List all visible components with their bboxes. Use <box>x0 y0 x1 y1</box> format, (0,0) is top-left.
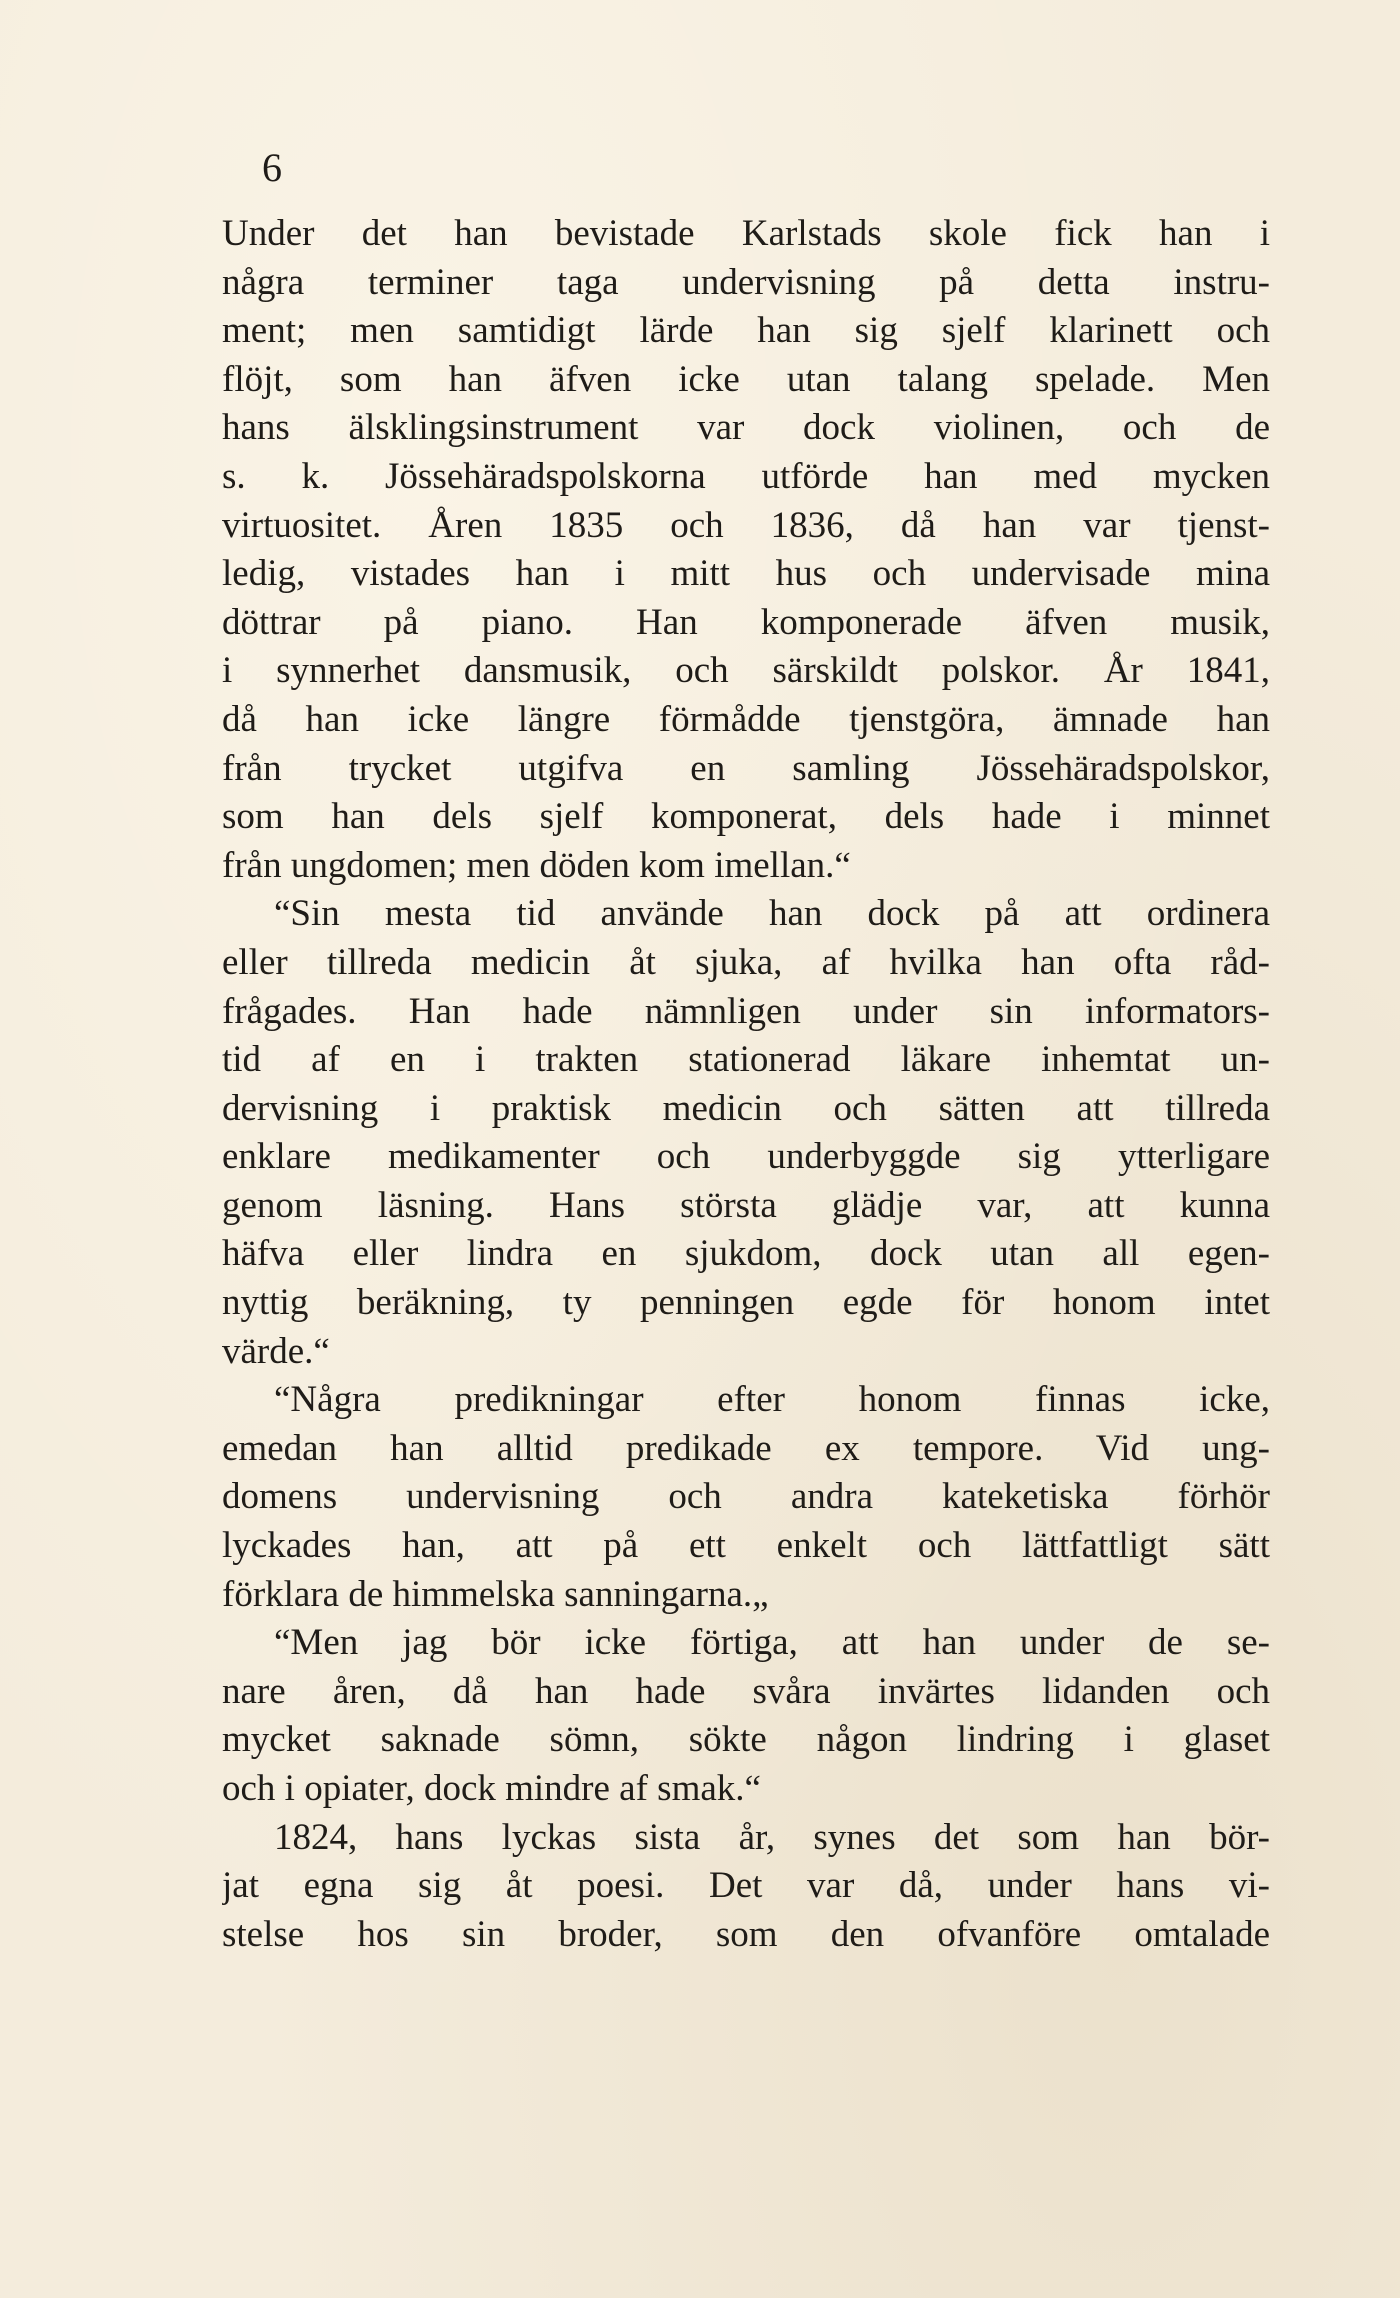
text-line: “Några predikningar efter honom finnas icke, <box>274 1379 1270 1421</box>
text-line: från ungdomen; men döden kom imellan.“ <box>222 844 851 886</box>
text-line: 1824, hans lyckas sista år, synes det som han bör- <box>274 1816 1270 1858</box>
text-line: Under det han bevistade Karlstads skole fick han i <box>222 213 1270 254</box>
text-line: frågades. Han hade nämnligen under sin informators- <box>222 990 1270 1032</box>
text-line: och i opiater, dock mindre af smak.“ <box>222 1768 761 1809</box>
text-line: dervisning i praktisk medicin och sätten att tillreda <box>222 1087 1270 1129</box>
page-number: 6 <box>262 145 282 190</box>
text-line: enklare medikamenter och underbyggde sig ytterligare <box>222 1136 1270 1178</box>
text-line: då han icke längre förmådde tjenstgöra, ämnade han <box>222 698 1270 740</box>
text-line: virtuositet. Åren 1835 och 1836, då han var tjenst- <box>222 504 1270 546</box>
text-line: häfva eller lindra en sjukdom, dock utan all egen- <box>222 1233 1270 1275</box>
text-line: förklara de himmelska sanningarna.„ <box>222 1573 769 1615</box>
text-line: hans älsklingsinstrument var dock violinen, och de <box>222 407 1270 449</box>
text-line: flöjt, som han äfven icke utan talang spelade. Men <box>222 358 1270 400</box>
text-line: s. k. Jössehäradspolskorna utförde han med mycken <box>222 455 1270 497</box>
text-line: ledig, vistades han i mitt hus och undervisade mina <box>222 553 1270 595</box>
text-line: stelse hos sin broder, som den ofvanföre omtalade <box>222 1913 1270 1955</box>
text-line: nare åren, då han hade svåra invärtes lidanden och <box>222 1670 1270 1712</box>
text-line: emedan han alltid predikade ex tempore. Vid ung- <box>222 1427 1270 1469</box>
body-text <box>222 210 1270 1959</box>
text-line: några terminer taga undervisning på detta instru- <box>222 261 1270 303</box>
text-line: genom läsning. Hans största glädje var, att kunna <box>222 1184 1270 1226</box>
text-line: tid af en i trakten stationerad läkare inhemtat un- <box>222 1039 1270 1081</box>
text-line: nyttig beräkning, ty penningen egde för honom intet <box>222 1282 1270 1324</box>
text-line: lyckades han, att på ett enkelt och lättfattligt sätt <box>222 1525 1270 1567</box>
text-line: från trycket utgifva en samling Jössehäradspolskor, <box>222 747 1270 789</box>
text-line: döttrar på piano. Han komponerade äfven musik, <box>222 601 1270 643</box>
text-line: “Sin mesta tid använde han dock på att ordinera <box>274 893 1270 935</box>
text-line: ment; men samtidigt lärde han sig sjelf klarinett och <box>222 310 1270 352</box>
text-line: som han dels sjelf komponerat, dels hade i minnet <box>222 796 1270 838</box>
text-line: mycket saknade sömn, sökte någon lindring i glaset <box>222 1719 1270 1761</box>
text-line: domens undervisning och andra kateketiska förhör <box>222 1476 1270 1518</box>
text-line: i synnerhet dansmusik, och särskildt polskor. År 1841, <box>222 650 1270 692</box>
text-line: jat egna sig åt poesi. Det var då, under hans vi- <box>222 1865 1270 1907</box>
text-line: eller tillreda medicin åt sjuka, af hvilka han ofta råd- <box>222 941 1270 983</box>
text-line: “Men jag bör icke förtiga, att han under de se- <box>274 1622 1270 1664</box>
text-line: värde.“ <box>222 1330 330 1372</box>
